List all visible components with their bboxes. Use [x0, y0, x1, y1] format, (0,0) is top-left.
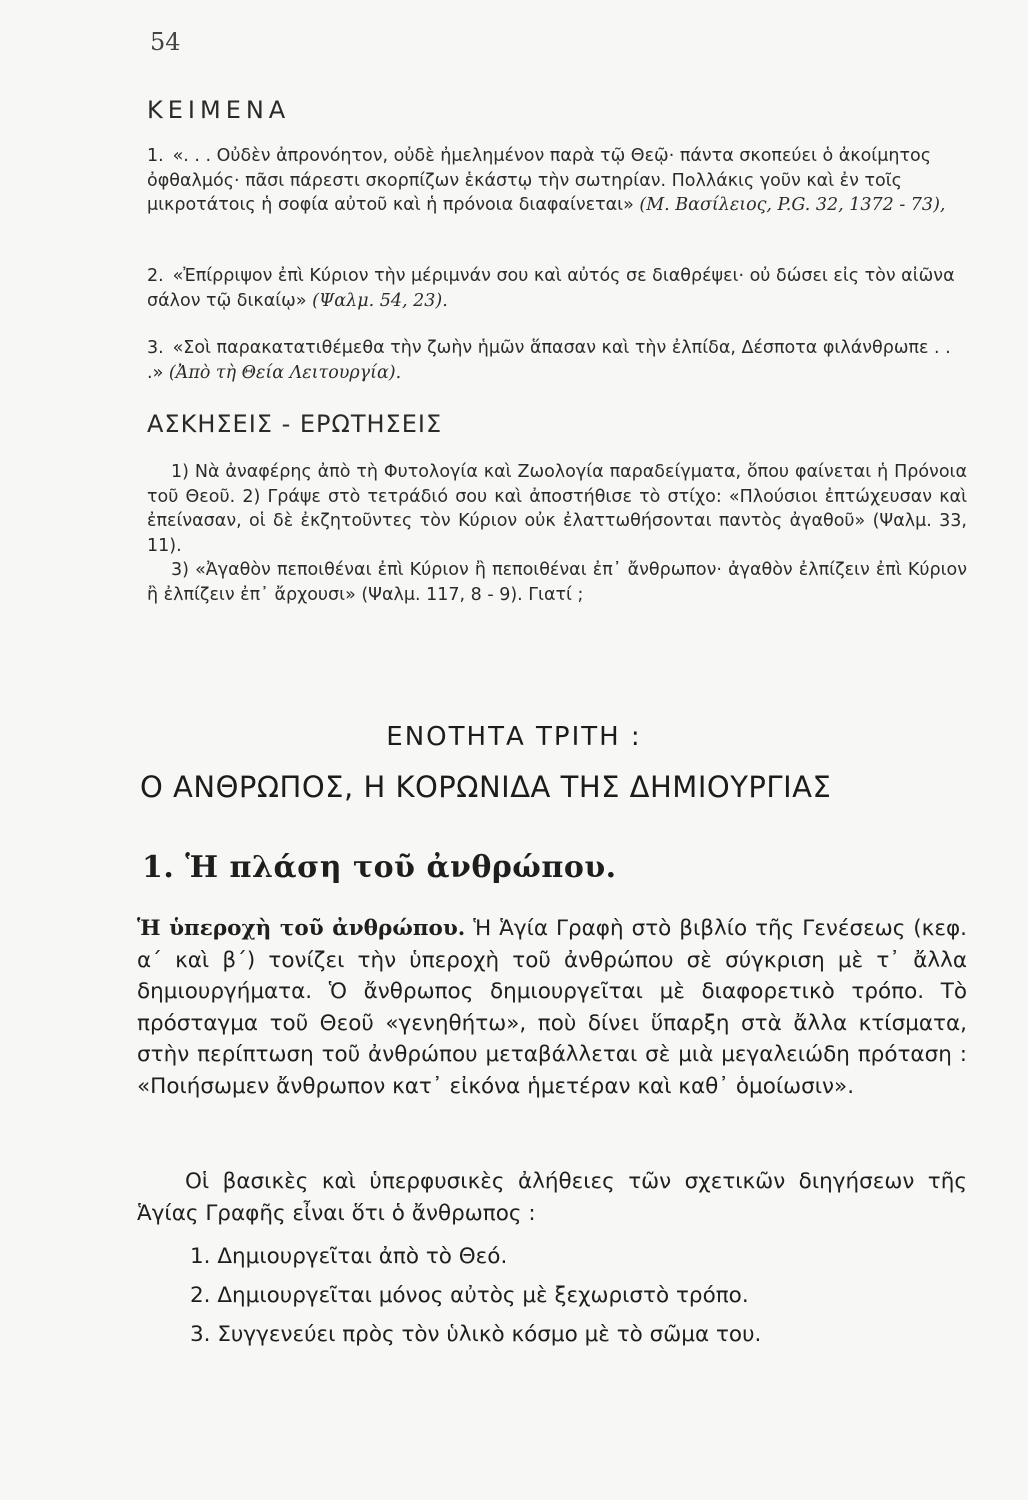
text-item-3 — [147, 336, 967, 385]
unit-heading: ΕΝΟΤΗΤΑ ΤΡΙΤΗ : — [386, 722, 642, 752]
item-text: «. . . Οὐδὲν ἀπρονόητον, οὐδὲ ἠμελημένον παρὰ τῷ Θεῷ· πάντα σκοπεύει ὁ ἀκοίμητος ὀφθαλμός· πᾶσι πάρεστι σκορπίζων ἑκάστῳ τὴν σωτηρίαν. Πολλάκις γοῦν καὶ ἐν τοῖς μικροτάτοις ἡ σοφία αὐτοῦ καὶ ἡ πρόνοια διαφαίνεται» — [147, 146, 931, 215]
list-item: 3. Συγγενεύει πρὸς τὸν ὑλικὸ κόσμο μὲ τὸ σῶμα του. — [190, 1322, 762, 1347]
chapter-paragraph-1 — [137, 913, 967, 1102]
item-number: 1. — [147, 146, 164, 166]
list-item: 1. Δημιουργεῖται ἀπὸ τὸ Θεό. — [190, 1244, 508, 1269]
item-text: «Ἐπίρριψον ἐπὶ Κύριον τὴν μέριμνάν σου καὶ αὐτός σε διαθρέψει· οὐ δώσει εἰς τὸν αἰῶνα σάλον τῷ δικαίῳ» — [147, 266, 955, 311]
paragraph-lead: Ἡ ὑπεροχὴ τοῦ ἀνθρώπου. — [137, 916, 466, 941]
exercise-paragraph-2: 3) «Ἀγαθὸν πεποιθέναι ἐπὶ Κύριον ἢ πεποιθέναι ἐπ᾽ ἄνθρωπον· ἀγαθὸν ἐλπίζειν ἐπὶ Κύριον ἢ ἐλπίζειν ἐπ᾽ ἄρχουσι» (Ψαλμ. 117, 8 - 9). Γιατί ; — [147, 560, 967, 605]
section-title-exercises: ΑΣΚΗΣΕΙΣ - ΕΡΩΤΗΣΕΙΣ — [147, 410, 443, 438]
unit-title: Ο ΑΝΘΡΩΠΟΣ, Η ΚΟΡΩΝΙΔΑ ΤΗΣ ΔΗΜΙΟΥΡΓΙΑΣ — [140, 770, 832, 804]
exercises-body — [147, 460, 967, 607]
chapter-paragraph-2 — [137, 1166, 967, 1229]
item-number: 2. — [147, 266, 164, 286]
chapter-title: 1. Ἡ πλάση τοῦ ἀνθρώπου. — [142, 850, 617, 885]
list-item: 2. Δημιουργεῖται μόνος αὐτὸς μὲ ξεχωριστὸ τρόπο. — [190, 1283, 749, 1308]
text-item-1 — [147, 144, 967, 218]
paragraph-text: Ἡ Ἁγία Γραφὴ στὸ βιβλίο τῆς Γενέσεως (κεφ. α΄ καὶ β΄) τονίζει τὴν ὑπεροχὴ τοῦ ἀνθρώπου σὲ σύγκριση μὲ τ᾽ ἄλλα δημιουργήματα. Ὁ ἄνθρωπος δημιουργεῖται μὲ διαφορετικὸ τρόπο. Τὸ πρόσταγμα τοῦ Θεοῦ «γενηθήτω», ποὺ δίνει ὕπαρξη στὰ ἄλλα κτίσματα, στὴν περίπτωση τοῦ ἀνθρώπου μεταβάλλεται σὲ μιὰ μεγαλειώδη πρόταση : «Ποιήσωμεν ἄνθρωπον κατ᾽ εἰκόνα ἡμετέραν καὶ καθ᾽ ὁμοίωσιν». — [137, 916, 967, 1099]
exercise-paragraph-1: 1) Νὰ ἀναφέρης ἀπὸ τὴ Φυτολογία καὶ Ζωολογία παραδείγματα, ὅπου φαίνεται ἡ Πρόνοια τοῦ Θεοῦ. 2) Γράψε στὸ τετράδιό σου καὶ ἀποστήθισε τὸ στίχο: «Πλούσιοι ἐπτώχευσαν καὶ ἐπείνασαν, οἱ δὲ ἐκζητοῦντες τὸν Κύριον οὐκ ἐλαττωθήσονται παντὸς ἀγαθοῦ» (Ψαλμ. 33, 11). — [147, 462, 967, 556]
truths-list — [190, 1237, 761, 1354]
item-number: 3. — [147, 338, 164, 358]
item-citation: (Ἀπὸ τὴ Θεία Λειτουργία). — [168, 362, 402, 383]
text-item-2 — [147, 264, 967, 313]
item-citation: (Μ. Βασίλειος, P.G. 32, 1372 - 73), — [639, 195, 946, 215]
section-title-keimena: ΚΕΙΜΕΝΑ — [147, 96, 291, 124]
page-number: 54 — [150, 28, 181, 56]
item-citation: (Ψαλμ. 54, 23). — [312, 290, 448, 311]
item-text: «Σοὶ παρακατατιθέμεθα τὴν ζωὴν ἡμῶν ἅπασαν καὶ τὴν ἐλπίδα, Δέσποτα φιλάνθρωπε . . .» — [147, 338, 951, 383]
paragraph-text: Οἱ βασικὲς καὶ ὑπερφυσικὲς ἀλήθειες τῶν σχετικῶν διηγήσεων τῆς Ἁγίας Γραφῆς εἶναι ὅτι ὁ ἄνθρωπος : — [137, 1169, 967, 1226]
